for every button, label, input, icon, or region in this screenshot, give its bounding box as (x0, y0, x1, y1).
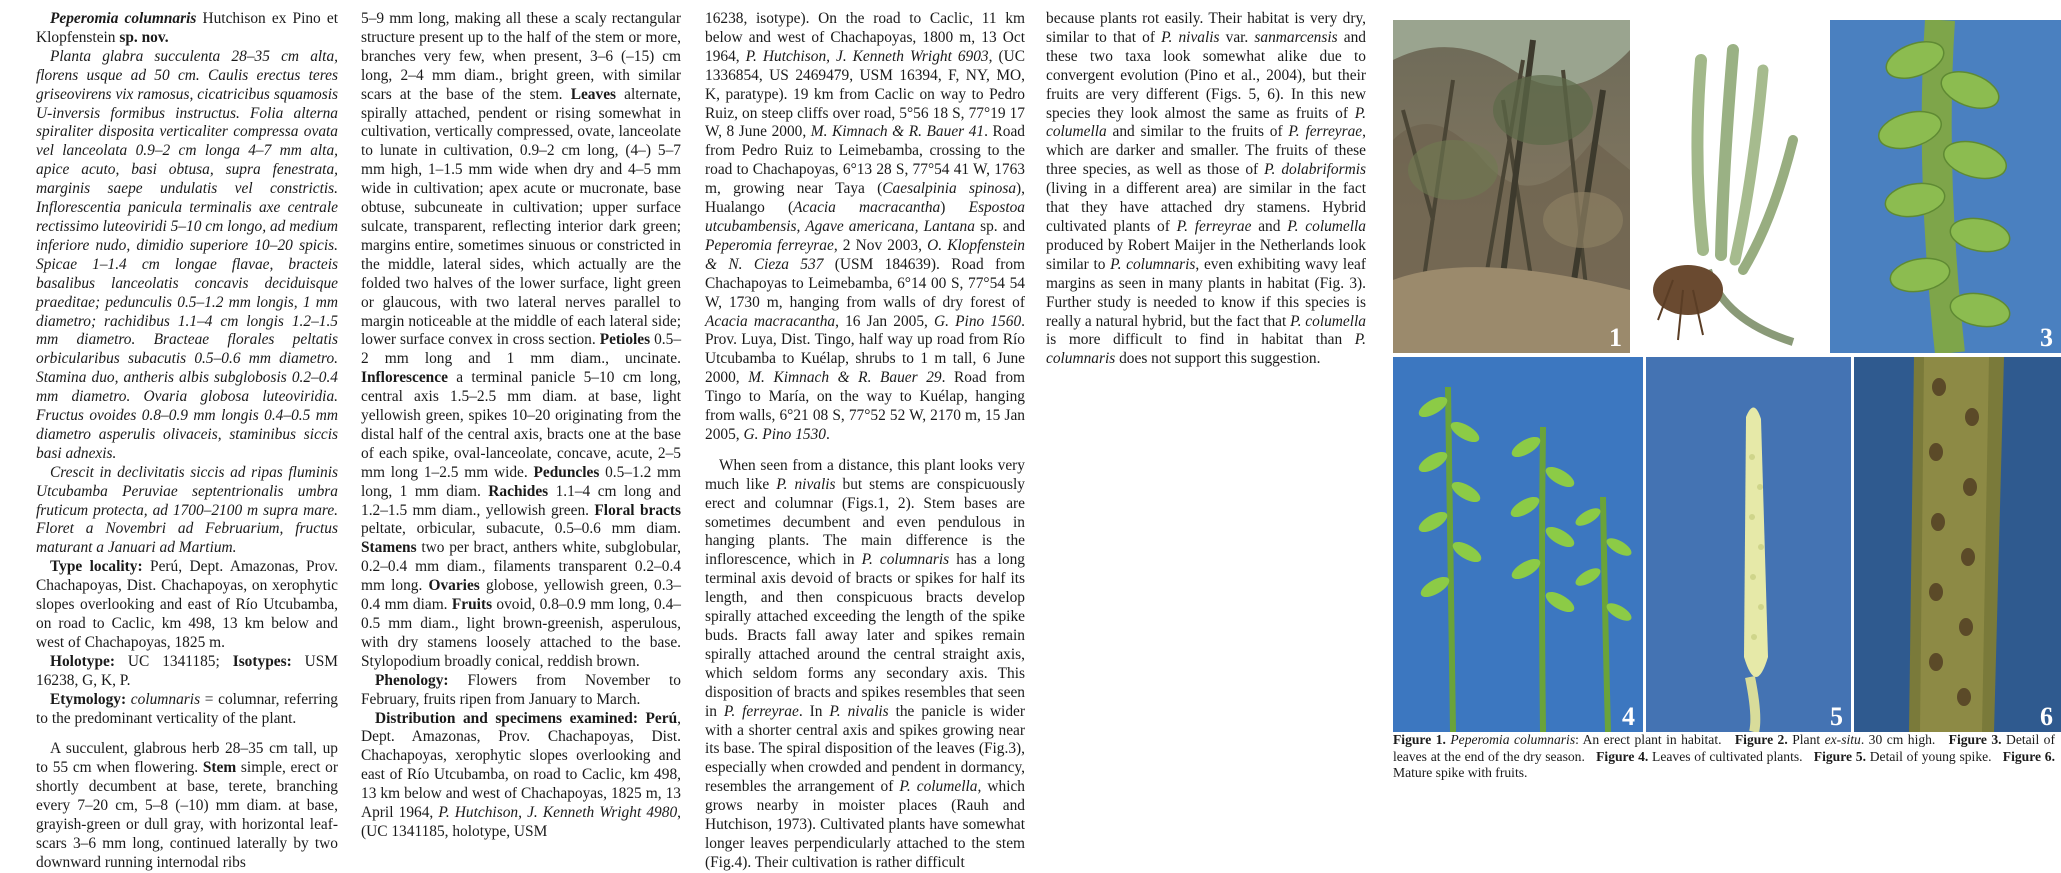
photo-number: 6 (2040, 702, 2053, 731)
photo-number: 2 (1806, 323, 1819, 352)
photo-4-cultivated-leaves (1393, 357, 1643, 732)
species-title: Peperomia columnaris Hutchison ex Pino et Klopfenstein sp. nov. (36, 10, 338, 46)
photo-5-young-spike (1646, 357, 1851, 732)
photo-plate (1393, 20, 2061, 732)
discussion-continued: because plants rot easily. Their habitat is very dry, similar to that of P. nivalis var. sanmarcensis and these two taxa look somewhat alike due to convergent evolution (Pino et al., 2004), but their fruits are very different (Figs. 5, 6). In this new species they look almost the same as fruits of P. columella and similar to the fruits of P. ferreyrae, which are darker and smaller. The fruits of these three species, as well as those of P. dolabriformis (living in a different area) are similar in the fact that they have attached dry stamens. Hybrid cultivated plants of P. ferreyrae and P. columella produced by Robert Maijer in the Netherlands look similar to P. columnaris, even exhibiting wavy leaf margins as seen in many plants in habitat (Fig. 3). Further study is needed to know if this species is really a natural hybrid, but the fact that P. columella is more difficult to find in habitat than P. columnaris does not support this suggestion. (1046, 10, 1367, 368)
photo-2-ex-situ (1633, 20, 1827, 353)
leaves-detail-image (1830, 20, 2061, 353)
photo-number: 5 (1830, 702, 1843, 731)
cultivated-leaves-image (1393, 357, 1643, 732)
latin-habitat: Crescit in declivitatis siccis ad ripas fluminis Utcubamba Peruviae septentrionalis umbra fruticum protecta, ad 1700–2100 m supra mare. Floret a Novembri ad Februarium, fructus maturant a Januari ad Martium. (36, 463, 338, 557)
photo-number: 4 (1622, 702, 1635, 731)
text-column-4 (1046, 10, 1366, 369)
specimens-continued: 16238, isotype). On the road to Caclic, 11 km below and west of Chachapoyas, 1800 m, 13 Oct 1964, P. Hutchison, J. Kenneth Wright 6903, (UC 1336854, US 2469479, USM 16394, F, NY, MO, K, paratype). 19 km from Caclic on way to Pedro Ruiz, on steep cliffs over road, 5°56 18 S, 77°19 17 W, 8 June 2000, M. Kimnach & R. Bauer 41. Road from Pedro Ruiz to Leimebamba, crossing to the road to Chachapoyas, 6°13 28 S, 77°54 41 W, 1763 m, growing near Taya (Caesalpinia spinosa), Hualango (Acacia macracantha) Espostoa utcubambensis, Agave americana, Lantana sp. and Peperomia ferreyrae, 2 Nov 2003, O. Klopfenstein & N. Cieza 537 (USM 184639). Road from Chachapoyas to Leimebamba, 6°14 00 S, 77°54 54 W, 1730 m, hanging from walls of dry forest of Acacia macracantha, 16 Jan 2005, G. Pino 1560. Prov. Luya, Dist. Tingo, half way up road from Río Utcubamba to Kuélap, shrubs to 1 m tall, 6 June 2000, M. Kimnach & R. Bauer 29. Road from Tingo to María, on the way to Kuélap, hanging from walls, 6°21 08 S, 77°52 52 W, 2170 m, 15 Jan 2005, G. Pino 1530. (705, 10, 1026, 443)
photo-3-leaves-detail (1830, 20, 2061, 353)
description-start: A succulent, glabrous herb 28–35 cm tall, up to 55 cm when flowering. Stem simple, erect or shortly decumbent at base, terete, branching every 7–20 cm, 5–8 (–10) mm diam. at base, grayish-green or dull gray, with horizontal leaf-scars 3–6 mm long, continued laterally by two downward running internodal ribs (36, 740, 339, 871)
photo-number: 1 (1609, 323, 1622, 352)
text-column-3 (705, 10, 1025, 873)
young-spike-image (1646, 357, 1851, 732)
mature-spike-image (1854, 357, 2061, 732)
description-continued: 5–9 mm long, making all these a scaly rectangular structure present up to the half of the stem or more, branches very few, when present, 3–6 (–15) cm long, 2–4 mm diam., bright green, with similar scars at the base of the stem. Leaves alternate, spirally attached, pendent or rising somewhat in cultivation, vertically compressed, ovate, lanceolate to lunate in cultivation, 0.9–2 cm long, (4–) 5–7 mm high, 1–1.5 mm wide when dry and 4–5 mm wide in cultivation; apex acute or mucronate, base obtuse, subcuneate in cultivation; upper surface sulcate, transparent, reflecting interior dark green; margins entire, sometimes sinuous or constricted in the middle, lateral sides, which actually are the folded two halves of the lower surface, light green or glaucous, with two lateral nerves parallel to margin noticeable at the middle of each lateral side; lower surface convex in cross section. Petioles 0.5–2 mm long and 1 mm diam., uncinate. Inflorescence a terminal panicle 5–10 cm long, central axis 1.5–2.5 mm diam. at base, light yellowish green, spikes 10–20 originating from the distal half of the central axis, bracts one at the base of each spike, oval-lanceolate, concave, acute, 2–5 mm long 1–2.5 mm wide. Peduncles 0.5–1.2 mm long, 1 mm diam. Rachides 1.1–4 cm long and 1.2–1.5 mm diam., yellowish green. Floral bracts peltate, orbicular, subacute, 0.5–0.6 mm diam. Stamens two per bract, anthers white, subglobular, 0.2–0.4 mm diam., filaments transparent 0.2–0.4 mm long. Ovaries globose, yellowish green, 0.3–0.4 mm diam. Fruits ovoid, 0.8–0.9 mm long, 0.4–0.5 mm diam., light brown-greenish, asperulous, with dry stamens loosely attached to the base. Stylopodium broadly conical, reddish brown. (361, 10, 682, 670)
discussion-paragraph: When seen from a distance, this plant looks very much like P. nivalis but stems are conspicuously erect and columnar (Figs.1, 2). Stem bases are sometimes decumbent and even pendulous in hanging plants. The main difference is the inflorescence, which in P. columnaris has a long terminal axis devoid of bracts or spikes for half its length, and then conspicuous bracts develop spirally attached exceeding the length of the spike buds. Bracts fall away later and spikes remain spirally attached around the central straight axis, which seldom forms any secondary axis. This disposition of bracts and spikes resembles that seen in P. ferreyrae. In P. nivalis the panicle is wider with a shorter central axis and spikes growing near its base. The spiral disposition of the leaves (Fig.3), especially when crowded and pendent in dormancy, resembles the arrangement of P. columella, which grows nearby in moister places (Rauh and Hutchison, 1973). Cultivated plants have somewhat longer leaves perpendicularly attached to the stem (Fig.4). Their cultivation is rather difficult (705, 456, 1025, 871)
photo-number: 3 (2040, 323, 2053, 352)
photo-1-habitat (1393, 20, 1630, 353)
distribution: Distribution and specimens examined: Perú, Dept. Amazonas, Prov. Chachapoyas, Dist. Chachapoyas, xerophytic slopes overlooking and east of Río Utcubamba, on road to Caclic, km 498, 13 km below and west of Chachapoyas, 1825 m, 13 April 1964, P. Hutchison, J. Kenneth Wright 4980, (UC 1341185, holotype, USM (361, 709, 681, 840)
etymology: Etymology: columnaris = columnar, referring to the predominant verticality of the plant. (36, 690, 338, 727)
phenology: Phenology: Flowers from November to February, fruits ripen from January to March. (361, 671, 681, 708)
latin-diagnosis: Planta glabra succulenta 28–35 cm alta, florens usque ad 50 cm. Caulis erectus teres griseovirens vix ramosus, cicatricibus squamosis U-inversis formibus instructus. Folia alterna spiraliter disposita verticaliter compressa ovata vel lanceolata 0.9–2 cm longa 4–7 mm alta, apice acuto, basi obtusa, supra fenestrata, marginis saepe undulatis vel constrictis. Inflorescentia panicula terminalis axe centrale rectissimo luteoviridi 5–10 cm longo, ad medium inferiore nudo, dimidio superiore 10–20 spicis. Spicae 1–1.4 cm longae flavae, bracteis basalibus lanceolatis concavis deciduisque praeditae; pedunculis 0.5–1.2 mm longis, 1 mm diametro; rachidibus 1.1–4 cm longis 1.2–1.5 mm diametro. Bracteae florales peltatis orbicularibus subacutis 0.5–0.6 mm diametro. Stamina duo, antheris albis subglobosis 0.2–0.4 mm diametro. Ovaria globosa luteoviridia. Fructus ovoides 0.8–0.9 mm longis 0.4–0.5 mm diametro asperulis olivaceis, staminibus siccis basi adnexis. (36, 47, 338, 462)
plant-ex-situ-image (1633, 20, 1827, 353)
holotype: Holotype: UC 1341185; Isotypes: USM 16238, G, K, P. (36, 652, 338, 689)
text-column-2 (361, 10, 681, 842)
habitat-image (1393, 20, 1630, 353)
figure-caption: Figure 1. Peperomia columnaris: An erect plant in habitat. Figure 2. Plant ex-situ. 30 cm high. Figure 3. Detail of leaves at the end of the dry season. Figure 4. Leaves of cultivated plants. Figure 5. Detail of young spike. Figure 6. Mature spike with fruits. (1393, 732, 2055, 780)
type-locality: Type locality: Perú, Dept. Amazonas, Prov. Chachapoyas, Dist. Chachapoyas, on xerophytic slopes overlooking and east of Río Utcubamba, on road to Caclic, km 498, 13 km below and west of Chachapoyas, 1825 m. (36, 558, 338, 651)
photo-6-mature-spike (1854, 357, 2061, 732)
text-column-1 (36, 10, 338, 873)
